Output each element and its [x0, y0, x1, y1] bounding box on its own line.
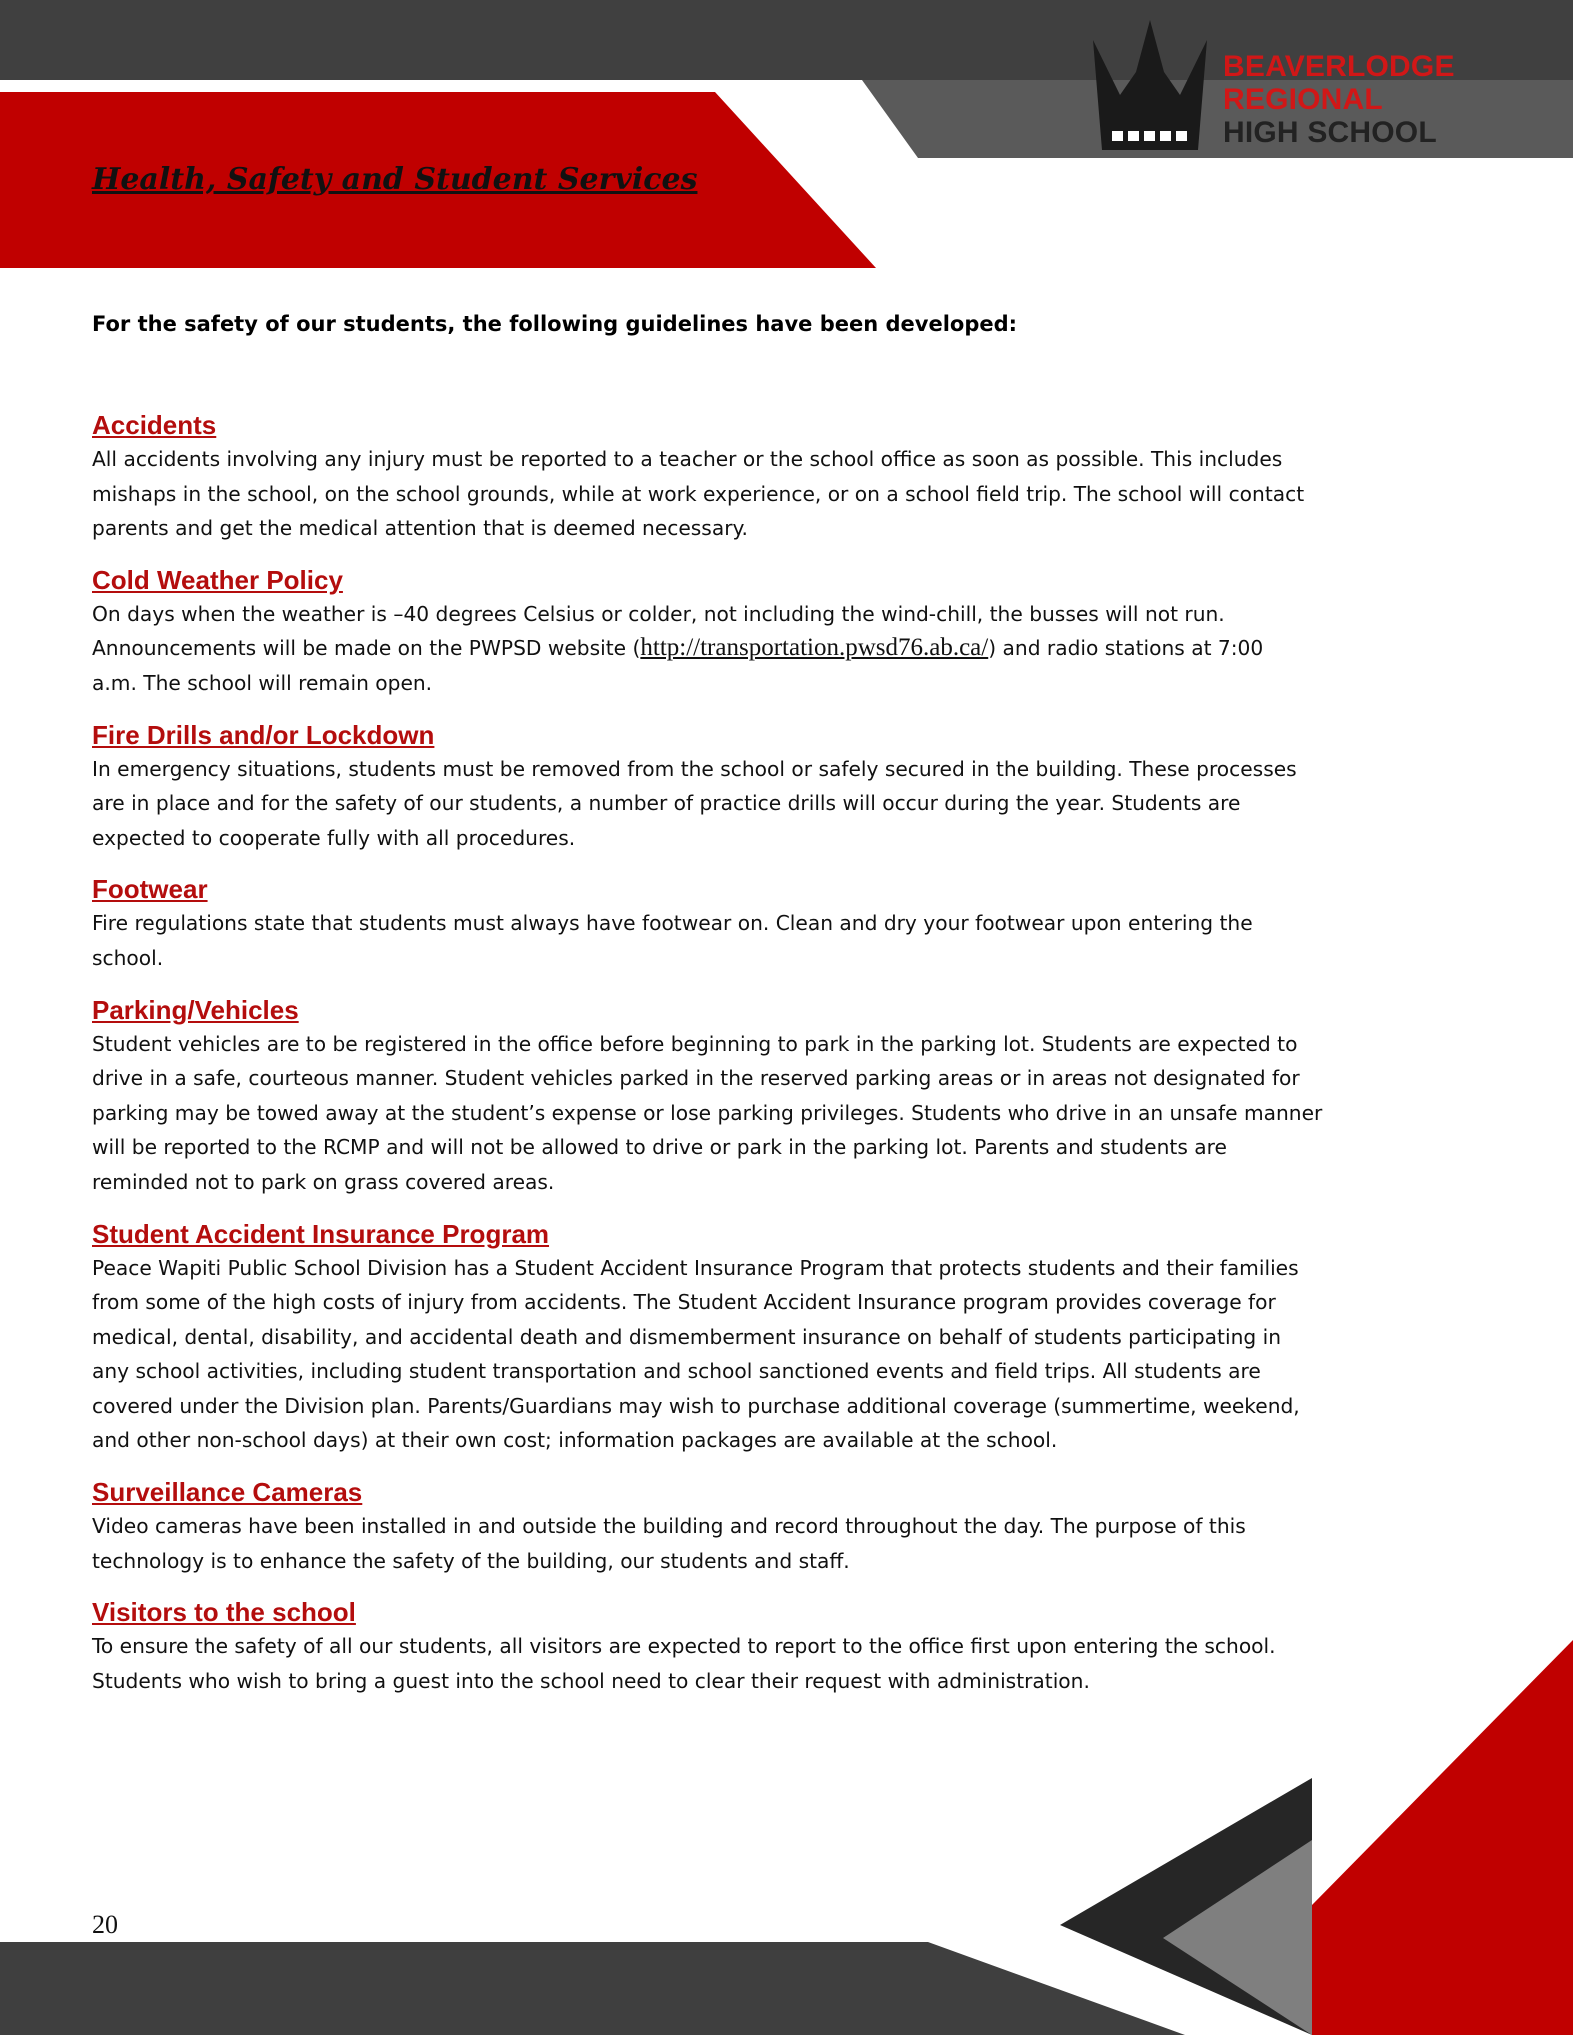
section-heading: Surveillance Cameras — [92, 1477, 363, 1508]
section-footwear — [92, 872, 1492, 975]
section-heading: Fire Drills and/or Lockdown — [92, 719, 435, 750]
body-line: a.m. The school will remain open. — [92, 670, 433, 695]
intro-text: For the safety of our students, the following guidelines have been developed: — [92, 312, 1018, 336]
link-lead-text: Announcements will be made on the PWPSD website ( — [92, 636, 641, 661]
body-line: technology is to enhance the safety of the building, our students and staff. — [92, 1548, 850, 1573]
school-name-line-2: REGIONAL — [1223, 83, 1383, 116]
body-line: any school activities, including student transportation and school sanctioned events and field trips. All students are — [92, 1359, 1261, 1384]
body-line: will be reported to the RCMP and will not be allowed to drive or park in the parking lot. Parents and students are — [92, 1135, 1227, 1160]
body-line: expected to cooperate fully with all procedures. — [92, 825, 576, 850]
section-heading: Accidents — [92, 410, 217, 440]
body-line-with-link — [92, 631, 1492, 666]
school-name-line-1: BEAVERLODGE — [1223, 50, 1455, 83]
body-line: On days when the weather is –40 degrees Celsius or colder, not including the wind-chill, the busses will not run. — [92, 601, 1225, 626]
section-surveillance-cameras — [92, 1475, 1492, 1578]
section-visitors — [92, 1595, 1492, 1698]
page-number: 20 — [92, 1910, 118, 1939]
section-parking-vehicles — [92, 993, 1492, 1200]
section-student-accident-insurance — [92, 1217, 1492, 1459]
school-name-line-3: HIGH SCHOOL — [1223, 116, 1437, 149]
body-line: parking may be towed away at the student’s expense or lose parking privileges. Students who drive in an unsafe manner — [92, 1100, 1323, 1125]
body-line: from some of the high costs of injury from accidents. The Student Accident Insurance program provides coverage for — [92, 1290, 1276, 1315]
section-heading: Student Accident Insurance Program — [92, 1218, 550, 1249]
header-ribbon — [862, 80, 1573, 158]
school-logo-text — [1223, 50, 1455, 149]
body-line: Peace Wapiti Public School Division has a Student Accident Insurance Program that protects students and their families — [92, 1255, 1299, 1280]
body-line: drive in a safe, courteous manner. Student vehicles parked in the reserved parking areas or in areas not designated for — [92, 1066, 1300, 1091]
section-cold-weather-policy — [92, 563, 1492, 701]
section-fire-drills — [92, 718, 1492, 856]
body-line: To ensure the safety of all our students, all visitors are expected to report to the office first upon entering the school. — [92, 1634, 1276, 1659]
body-line: Fire regulations state that students must always have footwear on. Clean and dry your footwear upon entering the — [92, 911, 1253, 936]
body-line: medical, dental, disability, and accidental death and dismemberment insurance on behalf of students participating in — [92, 1324, 1282, 1349]
body-line: mishaps in the school, on the school grounds, while at work experience, or on a school field trip. The school will contact — [92, 481, 1305, 506]
body-line: Student vehicles are to be registered in the office before beginning to park in the parking lot. Students are expected to — [92, 1031, 1298, 1056]
section-heading: Visitors to the school — [92, 1597, 356, 1628]
page-title: Health, Safety and Student Services — [92, 162, 698, 197]
body-line: reminded not to park on grass covered areas. — [92, 1169, 555, 1194]
body-line: Video cameras have been installed in and outside the building and record throughout the day. The purpose of this — [92, 1514, 1246, 1539]
body-line: school. — [92, 945, 164, 970]
guidelines-content — [92, 408, 1492, 1715]
body-line: In emergency situations, students must be removed from the school or safely secured in the building. These processes — [92, 756, 1297, 781]
section-heading: Footwear — [92, 874, 208, 905]
section-heading: Parking/Vehicles — [92, 994, 299, 1025]
body-line: covered under the Division plan. Parents/Guardians may wish to purchase additional coverage (summertime, weekend, — [92, 1393, 1300, 1418]
body-line: are in place and for the safety of our students, a number of practice drills will occur during the year. Students are — [92, 791, 1241, 816]
body-line: parents and get the medical attention that is deemed necessary. — [92, 516, 748, 541]
section-heading: Cold Weather Policy — [92, 564, 343, 595]
transportation-website-link[interactable]: http://transportation.pwsd76.ab.ca/ — [640, 634, 989, 662]
link-trail-text: ) and radio stations at 7:00 — [988, 636, 1264, 661]
footer-band — [0, 1942, 1185, 2035]
body-line: All accidents involving any injury must be reported to a teacher or the school office as soon as possible. This includes — [92, 447, 1283, 471]
section-accidents — [92, 408, 1492, 546]
body-line: and other non-school days) at their own cost; information packages are available at the school. — [92, 1428, 1058, 1453]
body-line: Students who wish to bring a guest into the school need to clear their request with administration. — [92, 1668, 1090, 1693]
